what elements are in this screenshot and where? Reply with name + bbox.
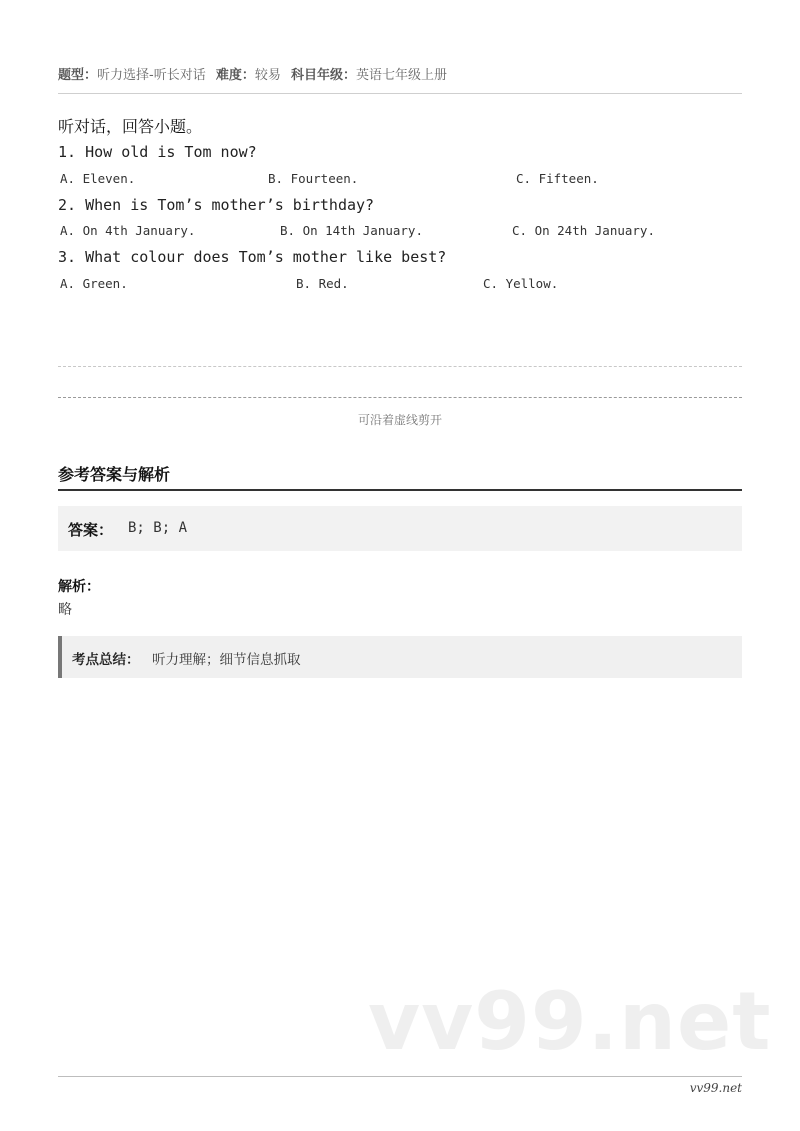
difficulty-label: 难度： [215,68,255,83]
question-meta [58,64,447,83]
question-3-option-b: B. Red. [296,276,349,291]
type-value: 听力选择-听长对话 [97,68,206,83]
cut-guide-line [58,366,742,367]
answer-section-title: 参考答案与解析 [58,465,171,484]
subject-label: 科目年级： [291,68,357,83]
answer-section-divider [58,489,742,491]
subject-value: 英语七年级上册 [356,68,448,83]
question-2-option-b: B. On 14th January. [280,223,423,238]
difficulty-value: 较易 [254,68,281,83]
analysis-text: 略 [58,602,72,618]
question-3-option-c: C. Yellow. [483,276,559,291]
footer-divider [58,1076,742,1077]
analysis-label: 解析： [58,579,100,595]
question-3-option-a: A. Green. [60,276,128,291]
question-1-option-a: A. Eleven. [60,171,136,186]
question-2-text: 2. When is Tom’s mother’s birthday? [58,196,375,214]
question-1-option-c: C. Fifteen. [516,171,599,186]
question-1-text: 1. How old is Tom now? [58,143,257,161]
cut-label: 可沿着虚线剪开 [357,413,442,427]
watermark: vv99.net [368,975,772,1068]
answer-value: B; B; A [128,520,188,536]
footer-site: vv99.net [689,1081,742,1095]
answer-label: 答案： [68,521,114,539]
answer-box [58,506,742,551]
question-intro: 听对话，回答小题。 [58,117,203,136]
question-2-option-c: C. On 24th January. [512,223,655,238]
type-label: 题型： [58,68,98,83]
key-point-box [58,636,742,678]
question-1-option-b: B. Fourteen. [268,171,359,186]
key-point-label: 考点总结： [72,652,140,668]
key-point-value: 听力理解；细节信息抓取 [152,652,301,668]
question-2-option-a: A. On 4th January. [60,223,196,238]
header-divider [58,93,742,94]
cut-line [58,397,742,398]
question-3-text: 3. What colour does Tom’s mother like best? [58,248,447,266]
